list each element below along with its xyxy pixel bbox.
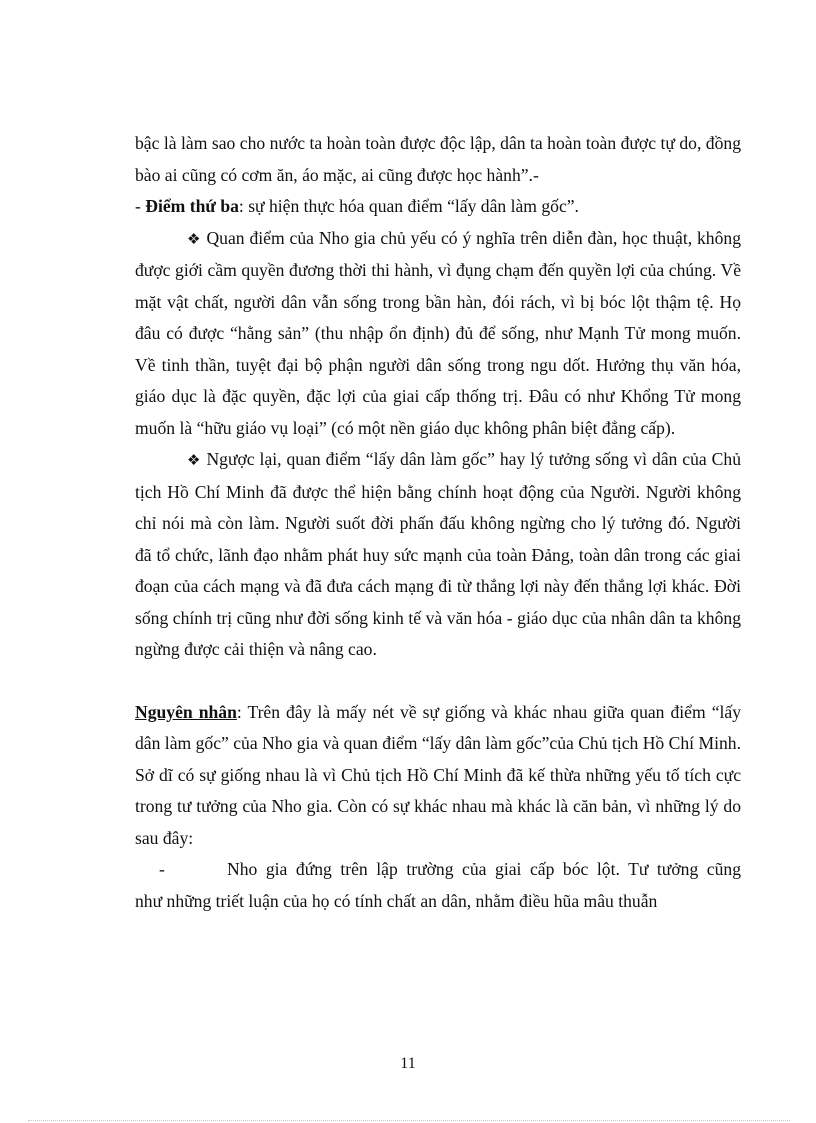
- dash-item-first-line: Nho gia đứng trên lập trường của giai cấp bóc lột. Tư tưởng cũng: [227, 859, 741, 879]
- point-three-label: Điểm thứ ba: [145, 196, 239, 216]
- point-three-dash: -: [135, 196, 146, 216]
- cause-text: : Trên đây là mấy nét về sự giống và khác nhau giữa quan điểm “lấy dân làm gốc” của Nho gia và quan điểm “lấy dân làm gốc”của Chủ tịch Hồ Chí Minh. Sở dĩ có sự giống nhau là vì Chủ tịch Hồ Chí Minh đã kế thừa những yếu tố tích cực trong tư tưởng của Nho gia. Còn có sự khác nhau mà khác là căn bản, vì những lý do sau đây:: [135, 701, 741, 848]
- bullet-paragraph-1: [135, 223, 741, 445]
- page-body: [135, 128, 741, 917]
- bullet-paragraph-2: [135, 444, 741, 666]
- dash-list-item: [135, 854, 741, 886]
- dash-item-continuation: như những triết luận của họ có tính chất an dân, nhằm điều hũa mâu thuẫn: [135, 890, 658, 911]
- page-bottom-divider: [28, 1120, 790, 1121]
- dash-marker: -: [159, 859, 165, 879]
- point-three-paragraph: [135, 191, 741, 223]
- diamond-bullet-icon: ❖: [187, 229, 201, 248]
- point-three-text: : sự hiện thực hóa quan điểm “lấy dân làm gốc”.: [238, 196, 579, 216]
- bullet-paragraph-2-text: Ngược lại, quan điểm “lấy dân làm gốc” hay lý tưởng sống vì dân của Chủ tịch Hồ Chí Minh đã được thể hiện bằng chính hoạt động của Người. Người không chỉ nói mà còn làm. Người suốt đời phấn đấu không ngừng cho lý tưởng đó. Người đã tổ chức, lãnh đạo nhằm phát huy sức mạnh của toàn Đảng, toàn dân trong các giai đoạn của cách mạng và đã đưa cách mạng đi từ thắng lợi này đến thắng lợi khác. Đời sống chính trị cũng như đời sống kinh tế và văn hóa - giáo dục của nhân dân ta không ngừng được cải thiện và nâng cao.: [135, 449, 741, 659]
- intro-paragraph: bậc là làm sao cho nước ta hoàn toàn được độc lập, dân ta hoàn toàn được tự do, đồng bào ai cũng có cơm ăn, áo mặc, ai cũng được học hành”.-: [135, 133, 741, 185]
- paragraph-spacer: [135, 666, 741, 697]
- bullet-paragraph-1-text: Quan điểm của Nho gia chủ yếu có ý nghĩa trên diễn đàn, học thuật, không được giới cầm quyền đương thời thi hành, vì đụng chạm đến quyền lợi của chúng. Về mặt vật chất, người dân vẫn sống trong bần hàn, đói rách, vì bị bóc lột thậm tệ. Họ đâu có được “hằng sản” (thu nhập ổn định) đủ để sống, như Mạnh Tử mong muốn. Về tinh thần, tuyệt đại bộ phận người dân sống trong ngu dốt. Hưởng thụ văn hóa, giáo dục là đặc quyền, đặc lợi của giai cấp thống trị. Đâu có như Khổng Tử mong muốn là “hữu giáo vụ loại” (có một nền giáo dục không phân biệt đẳng cấp).: [135, 227, 741, 438]
- diamond-bullet-icon: ❖: [187, 451, 201, 469]
- cause-label: Nguyên nhân: [135, 701, 237, 722]
- page-number: 11: [400, 1055, 416, 1072]
- cause-paragraph: [135, 697, 741, 855]
